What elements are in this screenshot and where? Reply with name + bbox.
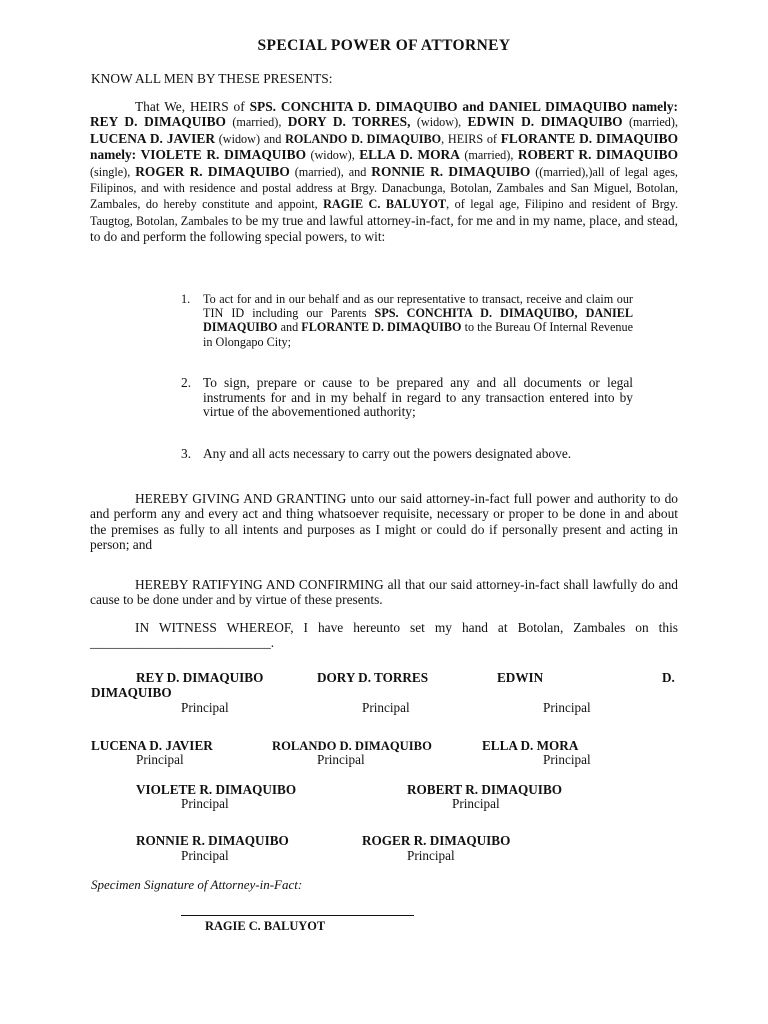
principal-label: Principal <box>543 752 591 767</box>
signatory-name: DORY D. TORRES <box>317 670 429 685</box>
signatory-name: EDWIN <box>497 670 544 685</box>
intro-line: KNOW ALL MEN BY THESE PRESENTS: <box>91 71 333 86</box>
signatory-name: RONNIE R. DIMAQUIBO <box>136 833 289 848</box>
principal-label: Principal <box>362 700 410 715</box>
specimen-signature-label: Specimen Signature of Attorney-in-Fact: <box>91 877 303 892</box>
signature-line <box>181 915 414 916</box>
list-item: 3. Any and all acts necessary to carry out the powers designated above. <box>181 446 572 461</box>
granting-paragraph: HEREBY GIVING AND GRANTING unto our said attorney-in-fact full power and authority to do and perform any and every act and thing whatsoever requisite, necessary or proper to be done in and about the premises as fully to all intents and purposes as I might or could do if personally present and acting in person; and <box>90 491 678 553</box>
signatory-name: ELLA D. MORA <box>482 738 579 753</box>
attorney-name: RAGIE C. BALUYOT <box>205 919 326 933</box>
principal-label: Principal <box>181 848 229 863</box>
signatory-name: VIOLETE R. DIMAQUIBO <box>136 782 297 797</box>
principal-label: Principal <box>181 796 229 811</box>
signatory-name: ROLANDO D. DIMAQUIBO <box>272 739 432 753</box>
list-item: 2. To sign, prepare or cause to be prepared any and all documents or legal instruments for and in my behalf in regard to any transaction entered into by virtue of the abovementioned authority; <box>181 375 633 420</box>
principal-label: Principal <box>543 700 591 715</box>
signatory-name: ROGER R. DIMAQUIBO <box>362 833 511 848</box>
signatory-name: DIMAQUIBO <box>91 685 172 700</box>
principal-label: Principal <box>452 796 500 811</box>
ratifying-paragraph: HEREBY RATIFYING AND CONFIRMING all that our said attorney-in-fact shall lawfully do and cause to be done under and by virtue of these presents. <box>90 577 678 608</box>
principal-label: Principal <box>181 700 229 715</box>
document-title: SPECIAL POWER OF ATTORNEY <box>257 37 511 54</box>
principal-label: Principal <box>317 752 365 767</box>
list-item: 1. To act for and in our behalf and as our representative to transact, receive and claim our TIN ID including our Parents SPS. CONCHITA D. DIMAQUIBO, DANIEL DIMAQUIBO and FLORANTE D. DIMAQUIBO to the Bureau Of Internal Revenue in Olongapo City; <box>181 292 634 349</box>
signatory-name: REY D. DIMAQUIBO <box>136 670 264 685</box>
signatory-name: ROBERT R. DIMAQUIBO <box>407 782 562 797</box>
witness-paragraph: IN WITNESS WHEREOF, I have hereunto set my hand at Botolan, Zambales on this ___________________________. <box>90 620 678 651</box>
signatory-name: LUCENA D. JAVIER <box>91 738 213 753</box>
principal-label: Principal <box>407 848 455 863</box>
signatory-name: D. <box>662 670 675 685</box>
principal-label: Principal <box>136 752 184 767</box>
appointment-paragraph: That We, HEIRS of SPS. CONCHITA D. DIMAQUIBO and DANIEL DIMAQUIBO namely: REY D. DIMAQUIBO (married), DORY D. TORRES, (widow), EDWIN D. DIMAQUIBO (married), LUCENA D. JAVIER (widow) and ROLANDO D. DIMAQUIBO, HEIRS of FLORANTE D. DIMAQUIBO namely: VIOLETE R. DIMAQUIBO (widow), ELLA D. MORA (married), ROBERT R. DIMAQUIBO (single), ROGER R. DIMAQUIBO (married), and RONNIE R. DIMAQUIBO ((married),)all of legal ages, Filipinos, and with residence and postal address at Brgy. Danacbunga, Botolan, Zambales and San Miguel, Botolan, Zambales, do hereby constitute and appoint, RAGIE C. BALUYOT, of legal age, Filipino and resident of Brgy. Taugtog, Botolan, Zambales to be my true and lawful attorney-in-fact, for me and in my name, place, and stead, to do and perform the following special powers, to wit: <box>90 99 679 245</box>
